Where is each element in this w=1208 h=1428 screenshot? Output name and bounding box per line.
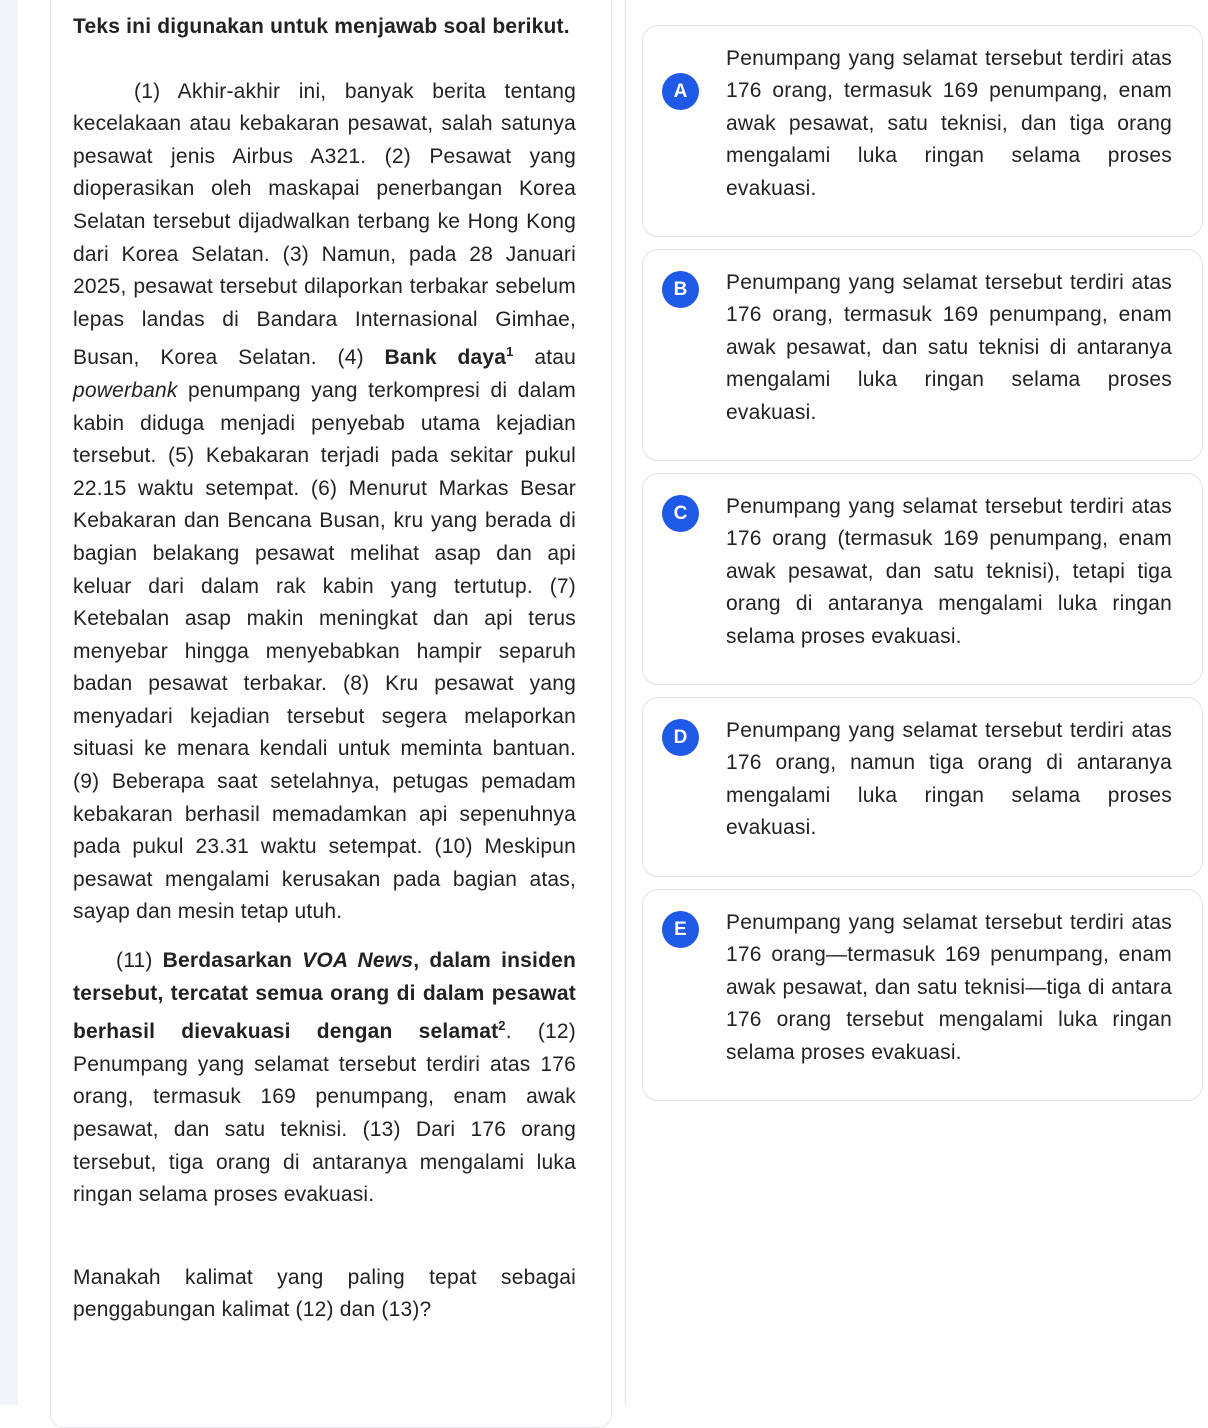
passage-text — [73, 0, 576, 1327]
option-c-badge: C — [662, 495, 699, 532]
passage-card — [50, 0, 612, 1428]
option-a-badge: A — [662, 73, 699, 110]
sentence-11-bold-b: , dalam insiden tersebut, tercatat semua orang di dalam pesawat berhasil dievakuasi dengan selamat — [73, 949, 576, 1044]
left-gutter — [0, 0, 18, 1405]
option-d[interactable] — [642, 697, 1203, 877]
voa-news-source: VOA News — [302, 949, 414, 973]
option-b-text: Penumpang yang selamat tersebut terdiri atas 176 orang, termasuk 169 penumpang, enam awak pesawat, dan satu teknisi di antaranya mengalami luka ringan selama proses evakuasi. — [726, 271, 1172, 424]
paragraph-1 — [73, 76, 576, 929]
option-a[interactable] — [642, 25, 1203, 237]
paragraph-1-part-b: penumpang yang terkompresi di dalam kabin diduga menjadi penyebab utama kejadian tersebut. (5) Kebakaran terjadi pada sekitar pukul 22.15 waktu setempat. (6) Menurut Markas Besar Kebakaran dan Bencana Busan, kru yang berada di bagian belakang pesawat melihat asap dan api keluar dari dalam rak kabin yang tertutup. (7) Ketebalan asap makin meningkat dan api terus menyebar hingga menyebabkan hampir separuh badan pesawat terbakar. (8) Kru pesawat yang menyadari kejadian tersebut segera melaporkan situasi ke menara kendali untuk meminta bantuan. (9) Beberapa saat setelahnya, petugas pemadam kebakaran berhasil memadamkan api sepenuhnya pada pukul 23.31 waktu setempat. (10) Meskipun pesawat mengalami kerusakan pada bagian atas, sayap dan mesin tetap utuh. — [73, 378, 576, 924]
column-divider — [625, 0, 626, 1405]
option-d-text: Penumpang yang selamat tersebut terdiri atas 176 orang, namun tiga orang di antaranya mengalami luka ringan selama proses evakuasi. — [726, 719, 1172, 840]
option-d-badge: D — [662, 719, 699, 756]
paragraph-1-mid: atau — [513, 346, 576, 370]
option-a-text: Penumpang yang selamat tersebut terdiri atas 176 orang, termasuk 169 penumpang, enam awak pesawat, satu teknisi, dan tiga orang mengalami luka ringan selama proses evakuasi. — [726, 47, 1172, 200]
option-b[interactable] — [642, 249, 1203, 461]
option-b-badge: B — [662, 271, 699, 308]
sentence-11-number: (11) — [116, 949, 163, 973]
sentence-11-bold-a: Berdasarkan — [162, 949, 303, 973]
option-e-text: Penumpang yang selamat tersebut terdiri atas 176 orang—termasuk 169 penumpang, enam awak pesawat, dan satu teknisi—tiga di antara 176 orang tersebut mengalami luka ringan selama proses evakuasi. — [726, 911, 1172, 1064]
footnote-2-mark: 2 — [498, 1018, 506, 1034]
option-c-text: Penumpang yang selamat tersebut terdiri atas 176 orang (termasuk 169 penumpang, enam awak pesawat, dan satu teknisi), tetapi tiga orang di antaranya mengalami luka ringan selama proses evakuasi. — [726, 495, 1172, 648]
option-e[interactable] — [642, 889, 1203, 1101]
paragraph-1-part-a: (1) Akhir-akhir ini, banyak berita tentang kecelakaan atau kebakaran pesawat, salah satunya pesawat jenis Airbus A321. (2) Pesawat yang dioperasikan oleh maskapai penerbangan Korea Selatan tersebut dijadwalkan terbang ke Hong Kong dari Korea Selatan. (3) Namun, pada 28 Januari 2025, pesawat tersebut dilaporkan terbakar sebelum lepas landas di Bandara Internasional Gimhae, Busan, Korea Selatan. (4) — [73, 79, 576, 370]
passage-instruction: Teks ini digunakan untuk menjawab soal berikut. — [73, 15, 570, 38]
question-text: Manakah kalimat yang paling tepat sebagai penggabungan kalimat (12) dan (13)? — [73, 1265, 576, 1322]
option-e-badge: E — [662, 911, 699, 948]
paragraph-2-rest: . (12) Penumpang yang selamat tersebut terdiri atas 176 orang, termasuk 169 penumpang, enam awak pesawat, dan satu teknisi. (13) Dari 176 orang tersebut, tiga orang di antaranya mengalami luka ringan selama proses evakuasi. — [73, 1020, 577, 1207]
footnote-1-mark: 1 — [506, 344, 514, 360]
option-c[interactable] — [642, 473, 1203, 685]
paragraph-2 — [73, 945, 576, 1212]
powerbank-term: powerbank — [73, 378, 178, 402]
bank-daya-term: Bank daya — [384, 346, 507, 370]
